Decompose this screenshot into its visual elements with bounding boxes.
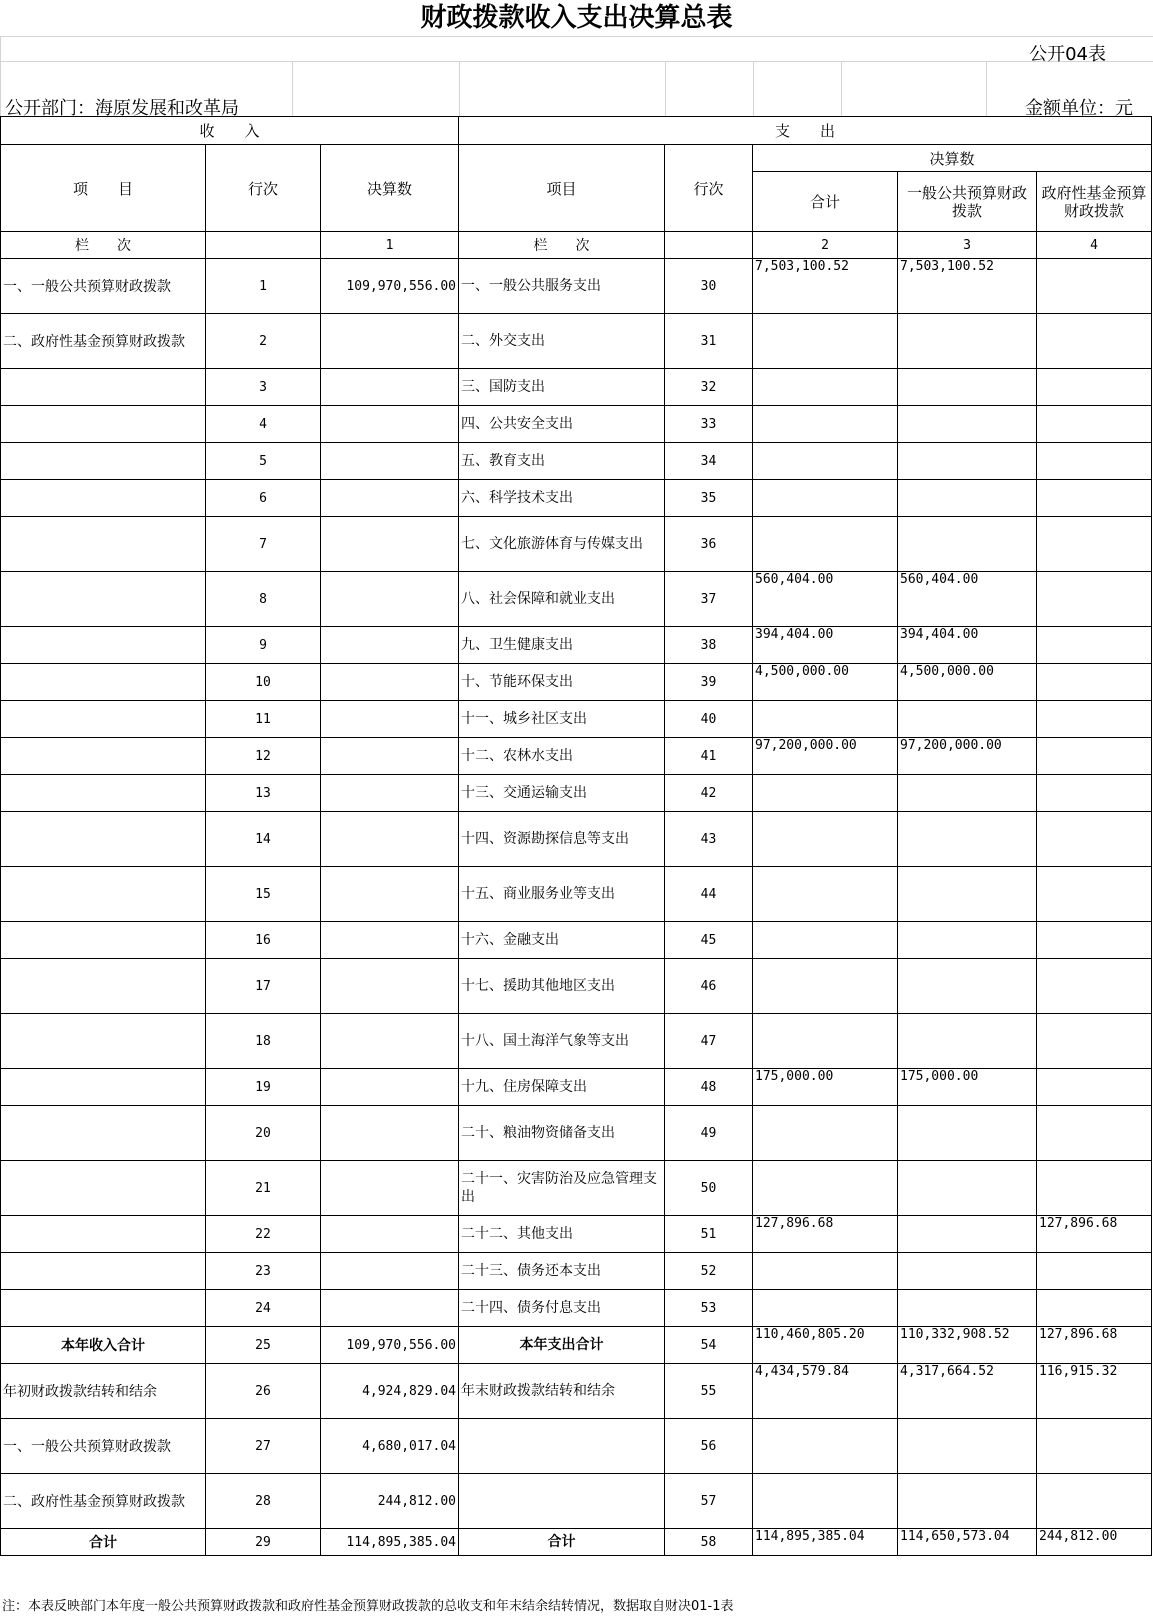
expense-row-number: 39 (665, 664, 753, 701)
table-row (1, 1419, 1152, 1474)
expense-row-number: 58 (665, 1529, 753, 1556)
income-amount (321, 314, 459, 369)
income-row-number: 24 (206, 1290, 321, 1327)
income-row-number: 23 (206, 1253, 321, 1290)
column-number: 1 (321, 232, 459, 259)
expense-item: 十七、援助其他地区支出 (459, 959, 665, 1014)
expense-general-budget (898, 867, 1037, 922)
income-amount (321, 775, 459, 812)
expense-total: 560,404.00 (753, 572, 898, 627)
income-row-number: 3 (206, 369, 321, 406)
expense-row-number: 51 (665, 1216, 753, 1253)
expense-gov-fund (1037, 812, 1152, 867)
expense-gov-fund (1037, 922, 1152, 959)
grid-line (665, 61, 666, 116)
expense-general-budget (898, 1106, 1037, 1161)
expense-total (753, 812, 898, 867)
income-amount (321, 1161, 459, 1216)
expense-row-number: 50 (665, 1161, 753, 1216)
income-amount (321, 1014, 459, 1069)
expense-gov-fund: 244,812.00 (1037, 1529, 1152, 1556)
income-row-number: 16 (206, 922, 321, 959)
table-row (1, 1014, 1152, 1069)
expense-item: 二、外交支出 (459, 314, 665, 369)
table-row (1, 959, 1152, 1014)
income-item (1, 812, 206, 867)
table-row (1, 1253, 1152, 1290)
expense-gov-fund (1037, 259, 1152, 314)
table-code: 公开04表 (1029, 44, 1106, 65)
table-row (1, 1069, 1152, 1106)
expense-gov-fund: 127,896.68 (1037, 1216, 1152, 1253)
grid-line (753, 61, 754, 116)
income-row-number: 20 (206, 1106, 321, 1161)
table-row (1, 1327, 1152, 1364)
expense-item: 六、科学技术支出 (459, 480, 665, 517)
expense-general-budget: 175,000.00 (898, 1069, 1037, 1106)
expense-total: 114,895,385.04 (753, 1529, 898, 1556)
expense-general-budget (898, 517, 1037, 572)
gov-fund-header: 政府性基金预算财政拨款 (1037, 172, 1152, 232)
column-label: 栏 次 (459, 232, 665, 259)
income-row-number: 25 (206, 1327, 321, 1364)
table-row (1, 443, 1152, 480)
grid-line (986, 61, 987, 116)
expense-general-budget (898, 314, 1037, 369)
income-item (1, 1290, 206, 1327)
department-label: 公开部门：海原发展和改革局 (5, 98, 239, 119)
expense-row-number: 40 (665, 701, 753, 738)
total-header: 合计 (753, 172, 898, 232)
income-item (1, 775, 206, 812)
expense-row-number: 55 (665, 1364, 753, 1419)
expense-item: 十九、住房保障支出 (459, 1069, 665, 1106)
expense-row-number: 36 (665, 517, 753, 572)
income-row-number: 13 (206, 775, 321, 812)
income-amount (321, 959, 459, 1014)
expense-general-budget (898, 1290, 1037, 1327)
expense-item (459, 1474, 665, 1529)
expense-general-budget (898, 1161, 1037, 1216)
expense-row-number: 41 (665, 738, 753, 775)
expense-item: 十一、城乡社区支出 (459, 701, 665, 738)
expense-item: 合计 (459, 1529, 665, 1556)
expense-general-budget (898, 1253, 1037, 1290)
table-row (1, 701, 1152, 738)
expense-total: 127,896.68 (753, 1216, 898, 1253)
expense-item: 四、公共安全支出 (459, 406, 665, 443)
expense-gov-fund (1037, 1014, 1152, 1069)
income-item (1, 1253, 206, 1290)
income-amount: 244,812.00 (321, 1474, 459, 1529)
expense-item-header: 项目 (459, 145, 665, 232)
expense-total (753, 701, 898, 738)
expense-item: 十二、农林水支出 (459, 738, 665, 775)
expense-item: 二十、粮油物资储备支出 (459, 1106, 665, 1161)
expense-general-budget: 4,317,664.52 (898, 1364, 1037, 1419)
income-amount: 4,924,829.04 (321, 1364, 459, 1419)
expense-row-number: 37 (665, 572, 753, 627)
income-row-number: 14 (206, 812, 321, 867)
expense-gov-fund (1037, 369, 1152, 406)
expense-item: 一、一般公共服务支出 (459, 259, 665, 314)
income-row-number: 2 (206, 314, 321, 369)
expense-row-number: 46 (665, 959, 753, 1014)
expense-total (753, 1014, 898, 1069)
income-row-number: 12 (206, 738, 321, 775)
income-item: 二、政府性基金预算财政拨款 (1, 1474, 206, 1529)
expense-row-number: 43 (665, 812, 753, 867)
income-item (1, 738, 206, 775)
expense-gov-fund (1037, 1106, 1152, 1161)
column-number: 3 (898, 232, 1037, 259)
income-amount (321, 701, 459, 738)
expense-total (753, 1474, 898, 1529)
expense-general-budget (898, 1419, 1037, 1474)
expense-gov-fund (1037, 701, 1152, 738)
expense-general-budget: 4,500,000.00 (898, 664, 1037, 701)
blank-cell (665, 232, 753, 259)
table-row (1, 1161, 1152, 1216)
expense-gov-fund (1037, 1161, 1152, 1216)
income-amount (321, 922, 459, 959)
expense-row-number: 30 (665, 259, 753, 314)
income-amount: 109,970,556.00 (321, 259, 459, 314)
expense-gov-fund (1037, 1290, 1152, 1327)
expense-gov-fund (1037, 867, 1152, 922)
expense-total (753, 775, 898, 812)
table-row (1, 480, 1152, 517)
expense-total (753, 922, 898, 959)
expense-general-budget (898, 1216, 1037, 1253)
expense-gov-fund (1037, 627, 1152, 664)
expense-total: 175,000.00 (753, 1069, 898, 1106)
footnote: 注：本表反映部门本年度一般公共预算财政拨款和政府性基金预算财政拨款的总收支和年末结余结转情况，数据取自财决01-1表 (2, 1599, 734, 1614)
income-item (1, 959, 206, 1014)
expense-item: 十三、交通运输支出 (459, 775, 665, 812)
income-row-number: 11 (206, 701, 321, 738)
expense-gov-fund (1037, 775, 1152, 812)
unit-label: 金额单位：元 (1025, 98, 1133, 119)
income-amount (321, 1069, 459, 1106)
expense-general-budget: 560,404.00 (898, 572, 1037, 627)
expense-gov-fund (1037, 1253, 1152, 1290)
income-row-number: 15 (206, 867, 321, 922)
expense-row-number: 38 (665, 627, 753, 664)
expense-total (753, 867, 898, 922)
expense-item: 十六、金融支出 (459, 922, 665, 959)
income-amount (321, 1106, 459, 1161)
income-amount (321, 1290, 459, 1327)
expense-item: 二十三、债务还本支出 (459, 1253, 665, 1290)
income-item: 本年收入合计 (1, 1327, 206, 1364)
table-row (1, 1216, 1152, 1253)
expense-gov-fund (1037, 1069, 1152, 1106)
table-row (1, 1529, 1152, 1556)
income-item (1, 572, 206, 627)
expense-total (753, 1161, 898, 1216)
expense-total (753, 959, 898, 1014)
expense-item: 二十二、其他支出 (459, 1216, 665, 1253)
expense-gov-fund (1037, 517, 1152, 572)
table-row (1, 738, 1152, 775)
expense-row-number: 57 (665, 1474, 753, 1529)
expense-general-budget (898, 480, 1037, 517)
income-row-number: 27 (206, 1419, 321, 1474)
expense-row-number: 33 (665, 406, 753, 443)
income-amount (321, 664, 459, 701)
income-amount (321, 1253, 459, 1290)
income-amount (321, 1216, 459, 1253)
expense-item: 年末财政拨款结转和结余 (459, 1364, 665, 1419)
table-row (1, 1106, 1152, 1161)
expense-total: 394,404.00 (753, 627, 898, 664)
expense-gov-fund (1037, 443, 1152, 480)
expense-row-number: 56 (665, 1419, 753, 1474)
income-row-number: 1 (206, 259, 321, 314)
income-item (1, 1106, 206, 1161)
income-amount (321, 480, 459, 517)
grid-line (0, 61, 1153, 62)
income-item: 二、政府性基金预算财政拨款 (1, 314, 206, 369)
column-number: 4 (1037, 232, 1152, 259)
income-row-number: 22 (206, 1216, 321, 1253)
expense-total (753, 406, 898, 443)
column-label: 栏 次 (1, 232, 206, 259)
income-row-number: 26 (206, 1364, 321, 1419)
table-row (1, 314, 1152, 369)
grid-line (841, 61, 842, 116)
expense-total (753, 480, 898, 517)
income-row-number: 28 (206, 1474, 321, 1529)
expense-general-budget (898, 406, 1037, 443)
income-row-number: 8 (206, 572, 321, 627)
column-number: 2 (753, 232, 898, 259)
expense-total: 4,434,579.84 (753, 1364, 898, 1419)
table-row (1, 627, 1152, 664)
expense-total: 7,503,100.52 (753, 259, 898, 314)
expense-item: 五、教育支出 (459, 443, 665, 480)
grid-line (0, 36, 1, 116)
income-item (1, 867, 206, 922)
expense-row-number: 47 (665, 1014, 753, 1069)
table-row (1, 406, 1152, 443)
expense-row-number: 45 (665, 922, 753, 959)
expense-general-budget (898, 443, 1037, 480)
income-item (1, 627, 206, 664)
income-item (1, 1161, 206, 1216)
income-item (1, 1216, 206, 1253)
income-row-number: 17 (206, 959, 321, 1014)
expense-general-budget (898, 369, 1037, 406)
income-row-number: 21 (206, 1161, 321, 1216)
expense-rowno-header: 行次 (665, 145, 753, 232)
income-row-number: 18 (206, 1014, 321, 1069)
expense-row-number: 42 (665, 775, 753, 812)
expense-total (753, 443, 898, 480)
table-row (1, 517, 1152, 572)
expense-header: 支 出 (459, 117, 1152, 145)
income-row-number: 4 (206, 406, 321, 443)
income-amount (321, 812, 459, 867)
income-header: 收 入 (1, 117, 459, 145)
income-item (1, 369, 206, 406)
table-row (1, 664, 1152, 701)
expense-general-budget (898, 812, 1037, 867)
expense-general-budget (898, 959, 1037, 1014)
expense-total: 4,500,000.00 (753, 664, 898, 701)
table-row (1, 775, 1152, 812)
income-item (1, 406, 206, 443)
income-amount (321, 867, 459, 922)
table-row (1, 1474, 1152, 1529)
expense-row-number: 53 (665, 1290, 753, 1327)
table-row (1, 1290, 1152, 1327)
expense-row-number: 54 (665, 1327, 753, 1364)
expense-total: 110,460,805.20 (753, 1327, 898, 1364)
expense-general-budget: 114,650,573.04 (898, 1529, 1037, 1556)
blank-cell (206, 232, 321, 259)
expense-total (753, 517, 898, 572)
expense-item: 十、节能环保支出 (459, 664, 665, 701)
income-item (1, 922, 206, 959)
income-row-number: 5 (206, 443, 321, 480)
expense-item: 十八、国土海洋气象等支出 (459, 1014, 665, 1069)
income-item (1, 443, 206, 480)
income-item (1, 1069, 206, 1106)
expense-gov-fund (1037, 959, 1152, 1014)
expense-total (753, 1253, 898, 1290)
expense-row-number: 49 (665, 1106, 753, 1161)
expense-item: 三、国防支出 (459, 369, 665, 406)
income-row-number: 6 (206, 480, 321, 517)
table-row (1, 1364, 1152, 1419)
expense-item: 二十四、债务付息支出 (459, 1290, 665, 1327)
expense-total (753, 314, 898, 369)
expense-total (753, 1290, 898, 1327)
income-item-header: 项 目 (1, 145, 206, 232)
table-row (1, 572, 1152, 627)
income-amount: 109,970,556.00 (321, 1327, 459, 1364)
expense-general-budget (898, 775, 1037, 812)
expense-general-budget: 110,332,908.52 (898, 1327, 1037, 1364)
fiscal-table (0, 116, 1152, 1556)
expense-gov-fund (1037, 664, 1152, 701)
income-item: 年初财政拨款结转和结余 (1, 1364, 206, 1419)
expense-gov-fund (1037, 480, 1152, 517)
expense-general-budget (898, 701, 1037, 738)
grid-line (0, 36, 1153, 37)
income-amount (321, 572, 459, 627)
expense-item: 九、卫生健康支出 (459, 627, 665, 664)
expense-general-budget (898, 1014, 1037, 1069)
expense-gov-fund: 127,896.68 (1037, 1327, 1152, 1364)
income-item (1, 1014, 206, 1069)
income-item (1, 664, 206, 701)
expense-general-budget (898, 1474, 1037, 1529)
income-amount (321, 369, 459, 406)
income-amount (321, 443, 459, 480)
income-amount (321, 738, 459, 775)
expense-gov-fund (1037, 738, 1152, 775)
expense-amount-header: 决算数 (753, 145, 1152, 172)
table-row (1, 812, 1152, 867)
income-row-number: 29 (206, 1529, 321, 1556)
expense-row-number: 52 (665, 1253, 753, 1290)
expense-gov-fund (1037, 1474, 1152, 1529)
income-amount: 4,680,017.04 (321, 1419, 459, 1474)
income-rowno-header: 行次 (206, 145, 321, 232)
general-budget-header: 一般公共预算财政拨款 (898, 172, 1037, 232)
income-item (1, 480, 206, 517)
expense-total: 97,200,000.00 (753, 738, 898, 775)
grid-line (292, 61, 293, 116)
expense-gov-fund: 116,915.32 (1037, 1364, 1152, 1419)
expense-general-budget (898, 922, 1037, 959)
expense-general-budget: 7,503,100.52 (898, 259, 1037, 314)
table-row (1, 867, 1152, 922)
income-item: 一、一般公共预算财政拨款 (1, 259, 206, 314)
income-row-number: 7 (206, 517, 321, 572)
expense-total (753, 1106, 898, 1161)
expense-row-number: 34 (665, 443, 753, 480)
expense-item: 十四、资源勘探信息等支出 (459, 812, 665, 867)
income-row-number: 9 (206, 627, 321, 664)
expense-row-number: 32 (665, 369, 753, 406)
grid-line (459, 61, 460, 116)
table-row (1, 369, 1152, 406)
expense-total (753, 1419, 898, 1474)
expense-total (753, 369, 898, 406)
income-amount (321, 406, 459, 443)
income-amount: 114,895,385.04 (321, 1529, 459, 1556)
expense-item: 八、社会保障和就业支出 (459, 572, 665, 627)
income-amount (321, 517, 459, 572)
income-item (1, 517, 206, 572)
expense-row-number: 48 (665, 1069, 753, 1106)
income-item: 一、一般公共预算财政拨款 (1, 1419, 206, 1474)
income-item (1, 701, 206, 738)
expense-gov-fund (1037, 314, 1152, 369)
expense-gov-fund (1037, 1419, 1152, 1474)
expense-item (459, 1419, 665, 1474)
expense-general-budget: 97,200,000.00 (898, 738, 1037, 775)
expense-row-number: 31 (665, 314, 753, 369)
expense-gov-fund (1037, 406, 1152, 443)
table-row (1, 922, 1152, 959)
table-row (1, 259, 1152, 314)
page-title: 财政拨款收入支出决算总表 (420, 3, 733, 33)
expense-item: 七、文化旅游体育与传媒支出 (459, 517, 665, 572)
expense-item: 本年支出合计 (459, 1327, 665, 1364)
expense-gov-fund (1037, 572, 1152, 627)
expense-item: 二十一、灾害防治及应急管理支出 (459, 1161, 665, 1216)
income-row-number: 19 (206, 1069, 321, 1106)
income-amount (321, 627, 459, 664)
income-amount-header: 决算数 (321, 145, 459, 232)
expense-row-number: 35 (665, 480, 753, 517)
income-row-number: 10 (206, 664, 321, 701)
expense-row-number: 44 (665, 867, 753, 922)
expense-general-budget: 394,404.00 (898, 627, 1037, 664)
income-item: 合计 (1, 1529, 206, 1556)
expense-item: 十五、商业服务业等支出 (459, 867, 665, 922)
